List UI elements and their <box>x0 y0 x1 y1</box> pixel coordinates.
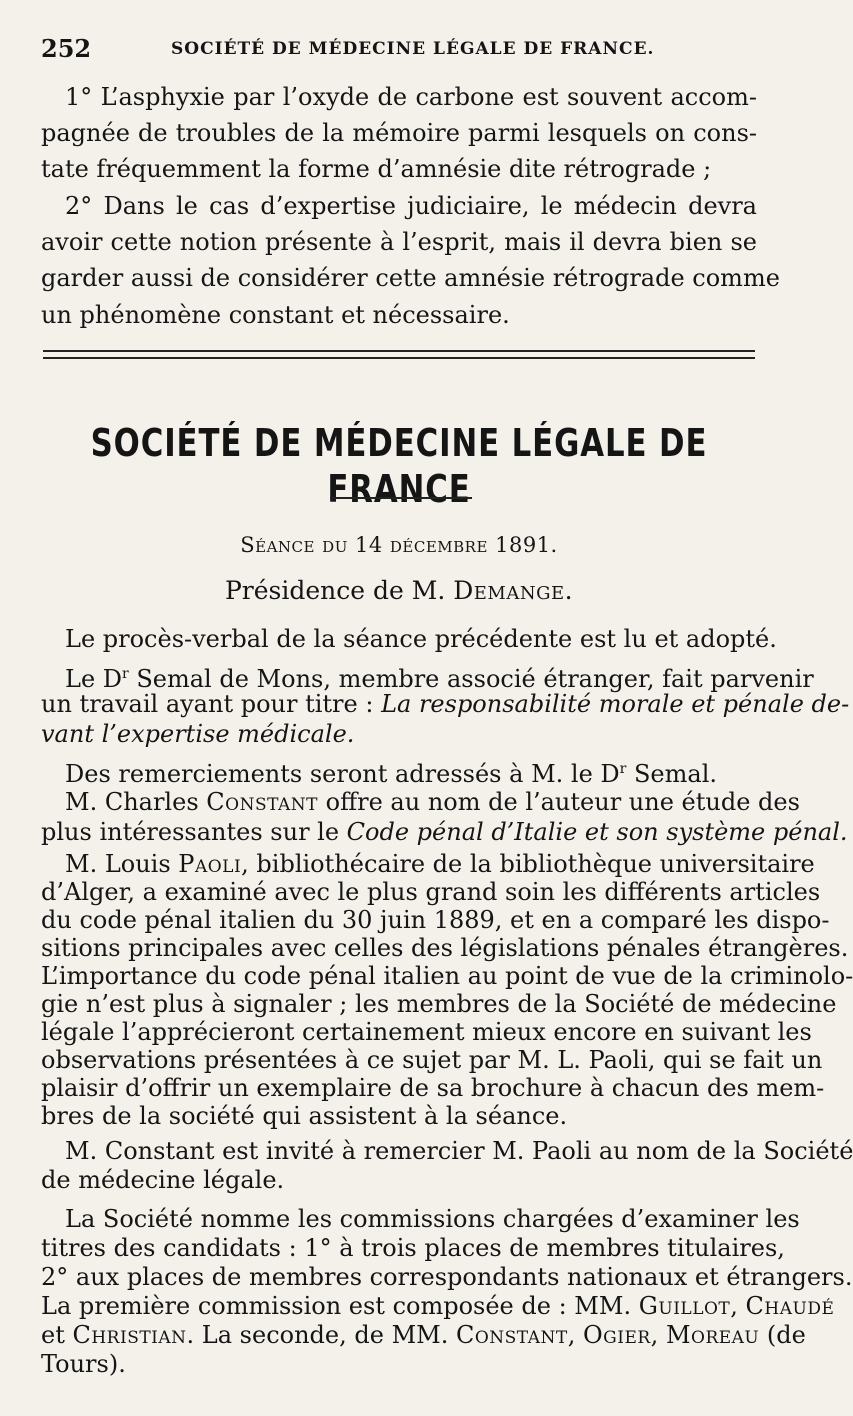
president-name: Demange. <box>453 576 574 605</box>
paragraph-2-line-2: un travail ayant pour titre : La responsabilité morale et pénale de- <box>41 690 850 718</box>
paragraph-7-line-3: 2° aux places de membres correspondants nationaux et étrangers. <box>41 1263 853 1291</box>
paragraph-7-line-6: Tours). <box>41 1350 126 1378</box>
paragraph-5-line-2: d’Alger, a examiné avec le plus grand soin les différents articles <box>41 878 821 906</box>
conclusion-line-2: pagnée de troubles de la mémoire parmi lesquels on cons- <box>41 119 757 147</box>
conclusion-line-4: 2° Dans le cas d’expertise judiciaire, le médecin devra <box>65 192 757 220</box>
paragraph-3: Des remerciements seront adressés à M. le $D^r$ Semal. <box>65 760 718 788</box>
paragraph-5-line-9: plaisir d’offrir un exemplaire de sa brochure à chacun des mem- <box>41 1074 825 1102</box>
paragraph-5-line-3: du code pénal italien du 30 juin 1889, et en a comparé les dispo- <box>41 906 830 934</box>
conclusion-line-1: 1° L’asphyxie par l’oxyde de carbone est souvent accom- <box>65 83 757 111</box>
paragraph-6-line-1: M. Constant est invité à remercier M. Paoli au nom de la Société <box>65 1137 853 1165</box>
paragraph-5-line-8: observations présentées à ce sujet par M. L. Paoli, qui se fait un <box>41 1046 823 1074</box>
paragraph-2-line-3: vant l’expertise médicale. <box>41 720 355 748</box>
seance-date: Séance du 14 décembre 1891. <box>240 533 558 557</box>
paragraph-7-line-4: La première commission est composée de : MM. Guillot, Chaudé <box>41 1292 835 1320</box>
running-title: SOCIÉTÉ DE MÉDECINE LÉGALE DE FRANCE. <box>171 39 655 59</box>
paragraph-5-line-5: L’importance du code pénal italien au point de vue de la criminolo- <box>41 962 853 990</box>
paragraph-4-line-2: plus intéressantes sur le Code pénal d’Italie et son système pénal. <box>41 818 848 846</box>
running-header <box>41 34 757 64</box>
double-rule-divider <box>43 350 755 359</box>
conclusion-line-7: un phénomène constant et nécessaire. <box>41 301 510 329</box>
presidence-prefix: Présidence de M. <box>224 576 446 605</box>
paragraph-5-line-6: gie n’est plus à signaler ; les membres de la Société de médecine <box>41 990 837 1018</box>
page-number: 252 <box>41 34 92 63</box>
paragraph-7-line-5: et Christian. La seconde, de MM. Constant, Ogier, Moreau (de <box>41 1321 806 1349</box>
paragraph-5-line-4: sitions principales avec celles des législations pénales étrangères. <box>41 934 849 962</box>
short-rule-divider <box>330 497 472 499</box>
presidence-line <box>41 576 757 606</box>
paragraph-7-line-1: La Société nomme les commissions chargées d’examiner les <box>65 1205 800 1233</box>
paragraph-7-line-2: titres des candidats : 1° à trois places de membres titulaires, <box>41 1234 785 1262</box>
paragraph-2-line-1: Le $D^r$ Semal de Mons, membre associé étranger, fait parvenir <box>65 665 814 693</box>
paragraph-6-line-2: de médecine légale. <box>41 1166 285 1194</box>
paragraph-1: Le procès-verbal de la séance précédente est lu et adopté. <box>65 625 777 653</box>
paragraph-4-line-1: M. Charles Constant offre au nom de l’auteur une étude des <box>65 788 800 816</box>
paragraph-5-line-1: M. Louis Paoli, bibliothécaire de la bibliothèque universitaire <box>65 850 815 878</box>
paragraph-5-line-7: légale l’apprécieront certainement mieux encore en suivant les <box>41 1018 812 1046</box>
conclusion-line-3: tate fréquemment la forme d’amnésie dite rétrograde ; <box>41 155 712 183</box>
section-title: SOCIÉTÉ DE MÉDECINE LÉGALE DE FRANCE <box>90 421 708 511</box>
conclusion-line-6: garder aussi de considérer cette amnésie rétrograde comme <box>41 264 780 292</box>
paragraph-5-line-10: bres de la société qui assistent à la séance. <box>41 1102 568 1130</box>
conclusion-line-5: avoir cette notion présente à l’esprit, mais il devra bien se <box>41 228 757 256</box>
